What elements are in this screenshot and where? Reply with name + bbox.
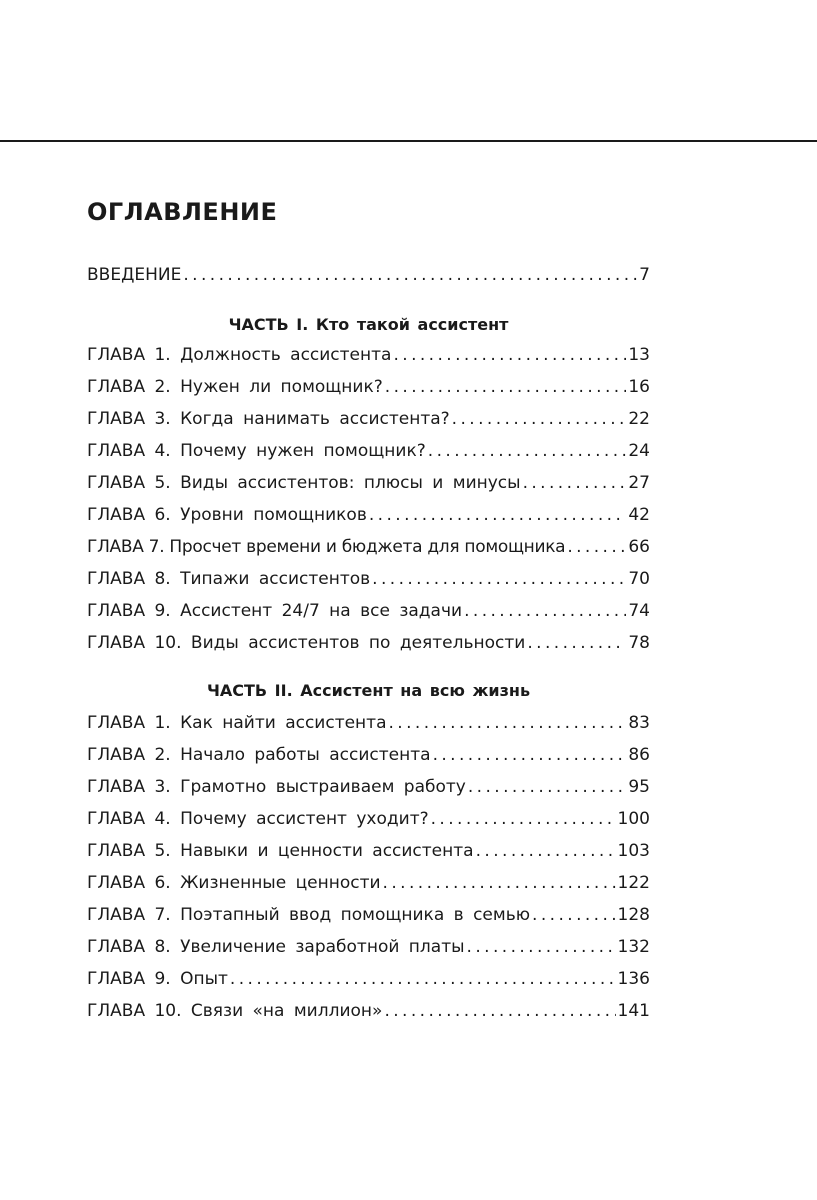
entry-label: ГЛАВА 8. Типажи ассистентов [87, 569, 371, 589]
dot-leader [476, 838, 616, 864]
dot-leader [389, 710, 627, 736]
dot-leader [567, 534, 626, 560]
toc-entry[interactable] [87, 902, 650, 928]
entry-label: ГЛАВА 7. Просчет времени и бюджета для помощника [87, 537, 566, 557]
dot-leader [431, 806, 616, 832]
top-rule [0, 140, 817, 142]
part-heading-1: ЧАСТЬ I. Кто такой ассистент [228, 315, 509, 334]
entry-page: 66 [628, 537, 650, 557]
entry-page: 122 [617, 873, 650, 893]
toc-entry[interactable] [87, 598, 650, 624]
entry-page: 100 [617, 809, 650, 829]
entry-label: ГЛАВА 1. Как найти ассистента [87, 713, 387, 733]
dot-leader [527, 630, 626, 656]
entry-page: 83 [628, 713, 650, 733]
dot-leader [369, 502, 627, 528]
entry-page: 24 [628, 441, 650, 461]
entry-label: ГЛАВА 6. Уровни помощников [87, 505, 367, 525]
entry-page: 141 [617, 1001, 650, 1021]
entry-page: 103 [617, 841, 650, 861]
dot-leader [468, 774, 627, 800]
dot-leader [428, 438, 627, 464]
dot-leader [230, 966, 616, 992]
toc-entry[interactable] [87, 630, 650, 656]
entry-page: 7 [639, 265, 650, 285]
dot-leader [183, 262, 637, 288]
entry-label: ГЛАВА 5. Виды ассистентов: плюсы и минусы [87, 473, 521, 493]
entry-label: ГЛАВА 6. Жизненные ценности [87, 873, 381, 893]
dot-leader [464, 598, 626, 624]
entry-label: ГЛАВА 7. Поэтапный ввод помощника в семью [87, 905, 531, 925]
dot-leader [372, 566, 626, 592]
toc-entry[interactable] [87, 406, 650, 432]
entry-page: 95 [628, 777, 650, 797]
toc-entry[interactable] [87, 934, 650, 960]
dot-leader [384, 998, 615, 1024]
dot-leader [532, 902, 616, 928]
entry-page: 22 [628, 409, 650, 429]
toc-entry[interactable] [87, 870, 650, 896]
toc-entry-intro[interactable] [87, 262, 650, 288]
entry-page: 42 [628, 505, 650, 525]
entry-label: ГЛАВА 10. Виды ассистентов по деятельности [87, 633, 526, 653]
toc-entry[interactable] [87, 710, 650, 736]
toc-entry[interactable] [87, 438, 650, 464]
entry-label: ГЛАВА 4. Почему ассистент уходит? [87, 809, 429, 829]
dot-leader [523, 470, 627, 496]
entry-label: ГЛАВА 10. Связи «на миллион» [87, 1001, 383, 1021]
entry-page: 27 [628, 473, 650, 493]
entry-label: ГЛАВА 4. Почему нужен помощник? [87, 441, 426, 461]
entry-label: ГЛАВА 2. Нужен ли помощник? [87, 377, 383, 397]
entry-page: 70 [628, 569, 650, 589]
toc-entry[interactable] [87, 774, 650, 800]
entry-page: 128 [617, 905, 650, 925]
entry-label: ГЛАВА 5. Навыки и ценности ассистента [87, 841, 474, 861]
entry-label: ГЛАВА 3. Грамотно выстраиваем работу [87, 777, 466, 797]
entry-label: ГЛАВА 8. Увеличение заработной платы [87, 937, 465, 957]
toc-entry[interactable] [87, 742, 650, 768]
toc-entry[interactable] [87, 470, 650, 496]
entry-label: ГЛАВА 3. Когда нанимать ассистента? [87, 409, 450, 429]
toc-title: ОГЛАВЛЕНИЕ [87, 198, 278, 226]
entry-page: 74 [628, 601, 650, 621]
entry-label: ГЛАВА 1. Должность ассистента [87, 345, 392, 365]
dot-leader [452, 406, 627, 432]
part-heading-2: ЧАСТЬ II. Ассистент на всю жизнь [206, 681, 531, 700]
toc-entry[interactable] [87, 966, 650, 992]
dot-leader [433, 742, 627, 768]
entry-page: 16 [628, 377, 650, 397]
entry-page: 13 [628, 345, 650, 365]
toc-entry[interactable] [87, 566, 650, 592]
dot-leader [383, 870, 616, 896]
entry-label: ГЛАВА 2. Начало работы ассистента [87, 745, 431, 765]
entry-page: 132 [617, 937, 650, 957]
toc-entry[interactable] [87, 374, 650, 400]
entry-label: ГЛАВА 9. Ассистент 24/7 на все задачи [87, 601, 463, 621]
entry-page: 136 [617, 969, 650, 989]
toc-entry[interactable] [87, 534, 650, 560]
toc-entry[interactable] [87, 502, 650, 528]
toc-entry[interactable] [87, 342, 650, 368]
dot-leader [393, 342, 626, 368]
toc-entry[interactable] [87, 998, 650, 1024]
toc-entry[interactable] [87, 838, 650, 864]
entry-label: ГЛАВА 9. Опыт [87, 969, 228, 989]
toc-entry[interactable] [87, 806, 650, 832]
entry-page: 78 [628, 633, 650, 653]
entry-label: ВВЕДЕНИЕ [87, 265, 182, 285]
entry-page: 86 [628, 745, 650, 765]
dot-leader [385, 374, 627, 400]
dot-leader [467, 934, 616, 960]
